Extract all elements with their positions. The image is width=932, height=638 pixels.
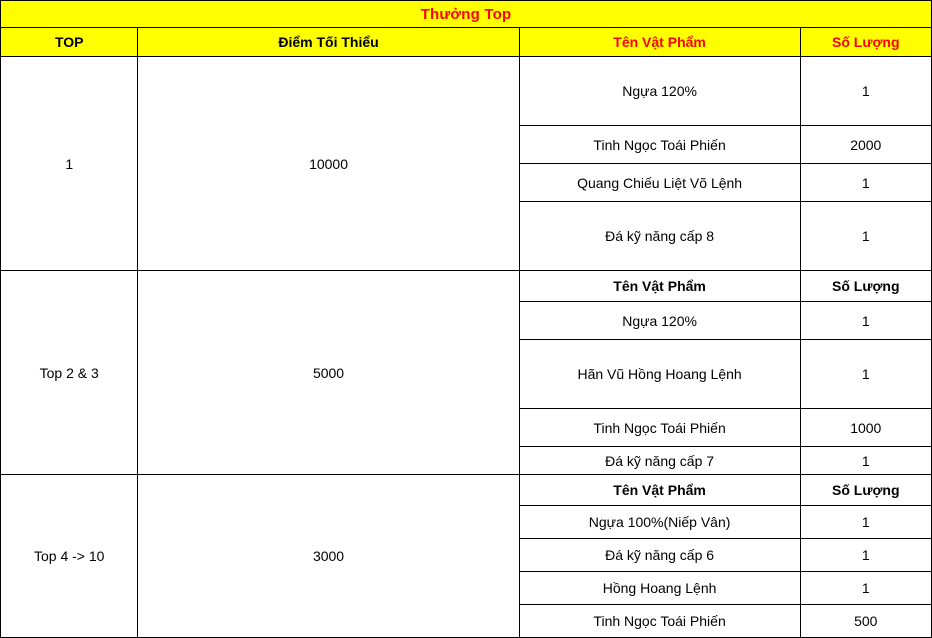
item-quantity: 1000 xyxy=(801,409,931,447)
group-items xyxy=(519,57,800,271)
item-name: Ngựa 120% xyxy=(520,57,800,126)
qty-row xyxy=(801,57,931,126)
page-title: Thưởng Top xyxy=(1,1,932,28)
items-table xyxy=(520,271,800,474)
table-row xyxy=(1,271,932,475)
group-top-label: 1 xyxy=(1,57,138,271)
column-header-min-score: Điểm Tối Thiểu xyxy=(138,28,519,57)
group-quantities xyxy=(800,475,931,638)
item-row xyxy=(520,164,800,202)
column-header-item-name: Tên Vật Phẩm xyxy=(520,271,800,302)
item-quantity: 500 xyxy=(801,605,931,638)
item-row xyxy=(520,506,800,539)
qty-row xyxy=(801,572,931,605)
group-quantities xyxy=(800,271,931,475)
sub-header-row xyxy=(801,475,931,506)
column-header-quantity: Số Lượng xyxy=(801,475,931,506)
item-row xyxy=(520,340,800,409)
item-name: Đá kỹ năng cấp 8 xyxy=(520,202,800,271)
item-name: Ngựa 120% xyxy=(520,302,800,340)
group-items xyxy=(519,271,800,475)
item-row xyxy=(520,447,800,475)
group-items xyxy=(519,475,800,638)
group-top-label: Top 4 -> 10 xyxy=(1,475,138,638)
item-name: Tinh Ngọc Toái Phiến xyxy=(520,409,800,447)
item-name: Ngựa 100%(Niếp Vân) xyxy=(520,506,800,539)
qty-row xyxy=(801,506,931,539)
qty-row xyxy=(801,164,931,202)
table-row xyxy=(1,57,932,271)
group-quantities xyxy=(800,57,931,271)
column-header-item-name: Tên Vật Phẩm xyxy=(520,475,800,506)
item-row xyxy=(520,539,800,572)
item-row xyxy=(520,605,800,638)
item-quantity: 1 xyxy=(801,572,931,605)
item-name: Đá kỹ năng cấp 7 xyxy=(520,447,800,475)
item-name: Tinh Ngọc Toái Phiến xyxy=(520,605,800,638)
item-quantity: 2000 xyxy=(801,126,931,164)
item-quantity: 1 xyxy=(801,57,931,126)
item-quantity: 1 xyxy=(801,202,931,271)
column-header-top: TOP xyxy=(1,28,138,57)
qty-row xyxy=(801,302,931,340)
qty-row xyxy=(801,447,931,475)
column-header-item-name: Tên Vật Phẩm xyxy=(519,28,800,57)
item-row xyxy=(520,572,800,605)
sub-header-row xyxy=(801,271,931,302)
item-name: Hãn Vũ Hồng Hoang Lệnh xyxy=(520,340,800,409)
item-name: Quang Chiếu Liệt Võ Lệnh xyxy=(520,164,800,202)
item-name: Tinh Ngọc Toái Phiến xyxy=(520,126,800,164)
quantities-table xyxy=(801,57,931,270)
qty-row xyxy=(801,340,931,409)
item-row xyxy=(520,126,800,164)
quantities-table xyxy=(801,271,931,474)
group-score: 5000 xyxy=(138,271,519,475)
item-row xyxy=(520,202,800,271)
item-quantity: 1 xyxy=(801,340,931,409)
group-top-label: Top 2 & 3 xyxy=(1,271,138,475)
table-row xyxy=(1,475,932,638)
items-table xyxy=(520,57,800,270)
item-quantity: 1 xyxy=(801,539,931,572)
qty-row xyxy=(801,605,931,638)
sub-header-row xyxy=(520,271,800,302)
table-header-row xyxy=(1,28,932,57)
item-row xyxy=(520,57,800,126)
item-quantity: 1 xyxy=(801,447,931,475)
item-quantity: 1 xyxy=(801,164,931,202)
item-row xyxy=(520,409,800,447)
item-name: Đá kỹ năng cấp 6 xyxy=(520,539,800,572)
qty-row xyxy=(801,202,931,271)
quantities-table xyxy=(801,475,931,637)
column-header-quantity: Số Lượng xyxy=(801,271,931,302)
item-name: Hồng Hoang Lệnh xyxy=(520,572,800,605)
sub-header-row xyxy=(520,475,800,506)
item-quantity: 1 xyxy=(801,506,931,539)
group-score: 10000 xyxy=(138,57,519,271)
item-quantity: 1 xyxy=(801,302,931,340)
qty-row xyxy=(801,409,931,447)
table-title-row xyxy=(1,1,932,28)
item-row xyxy=(520,302,800,340)
qty-row xyxy=(801,126,931,164)
items-table xyxy=(520,475,800,637)
column-header-quantity: Số Lượng xyxy=(800,28,931,57)
qty-row xyxy=(801,539,931,572)
group-score: 3000 xyxy=(138,475,519,638)
